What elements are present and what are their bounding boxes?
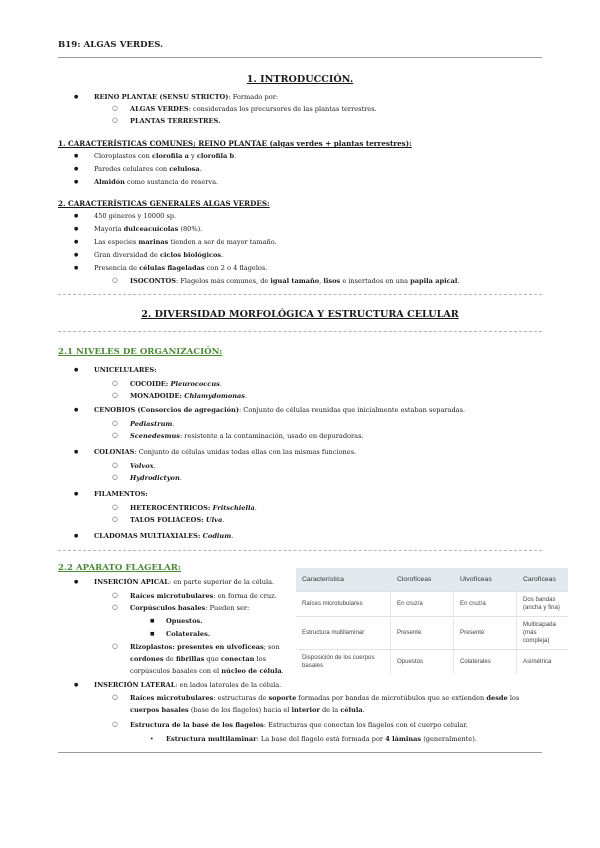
- table-cell: En cruz/a: [391, 592, 454, 617]
- table-cell: En cruz/a: [454, 592, 517, 617]
- list-item: ○ COCOIDE: Pleurococcus.: [130, 380, 222, 389]
- list-item: ○ ALGAS VERDES: consideradas los precursores de las plantas terrestres.: [130, 105, 377, 114]
- list-item: ● INSERCIÓN LATERAL: en lados laterales de la célula.: [94, 681, 281, 690]
- list-item: ○ Raíces microtubulares: en forma de cruz.: [130, 592, 277, 601]
- list-item: ○ Corpúsculos basales: Pueden ser:: [130, 604, 249, 613]
- list-item: ○ Hydrodictyon.: [130, 474, 182, 483]
- divider: [58, 752, 542, 753]
- list-item-continuation: corpúsculos basales con el núcleo de célula.: [130, 667, 284, 675]
- table-cell: Colaterales: [454, 650, 517, 675]
- table-cell: Asimétrica: [517, 650, 569, 675]
- table-header-cell: Clorofíceas: [391, 568, 454, 592]
- divider: [58, 57, 542, 58]
- table-header-cell: Característica: [296, 568, 391, 592]
- comparison-table: [296, 568, 568, 674]
- list-item: ○ Raíces microtubulares: estructuras de soporte formadas por bandas de microtúbulos que se extienden desde los: [130, 694, 519, 703]
- list-item: ● Las especies marinas tienden a ser de mayor tamaño.: [94, 238, 277, 247]
- subsection-title: 2. CARACTERÍSTICAS GENERALES ALGAS VERDES:: [58, 199, 270, 208]
- table-row: [296, 592, 568, 617]
- list-item: ■ Colaterales.: [166, 630, 210, 639]
- list-item: ○ ISOCONTOS: Flagelos más comunes, de igual tamaño, lisos e insertados en una papila apical.: [130, 277, 460, 286]
- list-item: ○ Estructura de la base de los flagelos: Estructuras que conectan los flagelos con el cuerpo celular.: [130, 721, 468, 730]
- list-item: ○ Rizoplastos: presentes en ulvofíceas; son: [130, 643, 280, 652]
- list-item: ○ Pediastrum.: [130, 420, 174, 429]
- table-cell: Presente: [454, 617, 517, 650]
- table-row: [296, 650, 568, 675]
- list-item: ● Almidón como sustancia de reserva.: [94, 178, 218, 187]
- section-title-intro: 1. INTRODUCCIÓN.: [246, 74, 354, 85]
- table-header-cell: Ulvofíceas: [454, 568, 517, 592]
- table-cell: Estructura multilaminar: [296, 617, 391, 650]
- table-cell: Opuestos: [391, 650, 454, 675]
- list-item: ● COLONIAS: Conjunto de células unidas todas ellas con las mismas funciones.: [94, 448, 356, 457]
- list-item: ● Gran diversidad de ciclos biológicos.: [94, 251, 223, 260]
- list-item: • Estructura multilaminar: La base del flagelo está formada por 4 láminas (generalmente).: [166, 735, 477, 744]
- list-item: ● 450 géneros y 10000 sp.: [94, 212, 176, 221]
- list-item: ■ Opuestos.: [166, 617, 203, 626]
- list-item: ● Presencia de células flageladas con 2 o 4 flagelos.: [94, 264, 267, 273]
- list-item: ○ Scenedesmus: resistente a la contaminación, usado en depuradoras.: [130, 432, 364, 441]
- subsection-title-niveles: 2.1 NIVELES DE ORGANIZACIÓN:: [58, 347, 223, 357]
- list-item: ● Paredes celulares con celulosa.: [94, 165, 202, 174]
- table-header-cell: Carofíceas: [517, 568, 569, 592]
- section-title-diversity: 2. DIVERSIDAD MORFOLÓGICA Y ESTRUCTURA CELULAR: [141, 309, 459, 320]
- table-row: [296, 617, 568, 650]
- table-cell: Disposición de los cuerpos basales: [296, 650, 391, 675]
- list-item: ● FILAMENTOS:: [94, 490, 148, 499]
- list-item: ○ Volvox.: [130, 462, 156, 471]
- list-item: ○ MONADOIDE: Chlamydomonas.: [130, 392, 247, 401]
- list-item: ● INSERCIÓN APICAL: en parte superior de la célula.: [94, 578, 274, 587]
- list-item: ● REINO PLANTAE (SENSU STRICTO): Formado por:: [94, 93, 278, 102]
- divider: [58, 294, 542, 295]
- list-item: ○ HETEROCÉNTRICOS: Fritschiella.: [130, 504, 257, 513]
- divider: [58, 550, 542, 551]
- divider: [58, 331, 542, 332]
- table-cell: Multicapada (más compleja): [517, 617, 569, 650]
- list-item: ○ PLANTAS TERRESTRES.: [130, 117, 220, 126]
- list-item: ● Mayoría dulceacuícolas (80%).: [94, 225, 202, 234]
- subsection-title-flagelar: 2.2 APARATO FLAGELAR:: [58, 563, 182, 573]
- subsection-title: 1. CARACTERÍSTICAS COMUNES; REINO PLANTAE (algas verdes + plantas terrestres):: [58, 139, 412, 148]
- table-cell: Presente: [391, 617, 454, 650]
- table-cell: Dos bandas (ancha y fina): [517, 592, 569, 617]
- list-item: ○ TALOS FOLIÁCEOS: Ulva.: [130, 516, 224, 525]
- list-item-continuation: cuerpos basales (base de los flagelos) hacia el interior de la célula.: [130, 706, 365, 714]
- list-item-continuation: cordones de fibrillas que conectan los: [130, 655, 266, 663]
- list-item: ● CLADOMAS MULTIAXIALES: Codium.: [94, 532, 233, 541]
- list-item: ● UNICELULARES:: [94, 366, 157, 375]
- list-item: ● CENOBIOS (Consorcios de agregación): Conjunto de células reunidas que inicialmente estaban separadas.: [94, 406, 465, 415]
- table-header-row: [296, 568, 568, 592]
- document-header: B19: ALGAS VERDES.: [58, 40, 164, 50]
- list-item: ● Cloroplastos con clorofila a y clorofila b.: [94, 152, 236, 161]
- table-cell: Raíces microtubulares: [296, 592, 391, 617]
